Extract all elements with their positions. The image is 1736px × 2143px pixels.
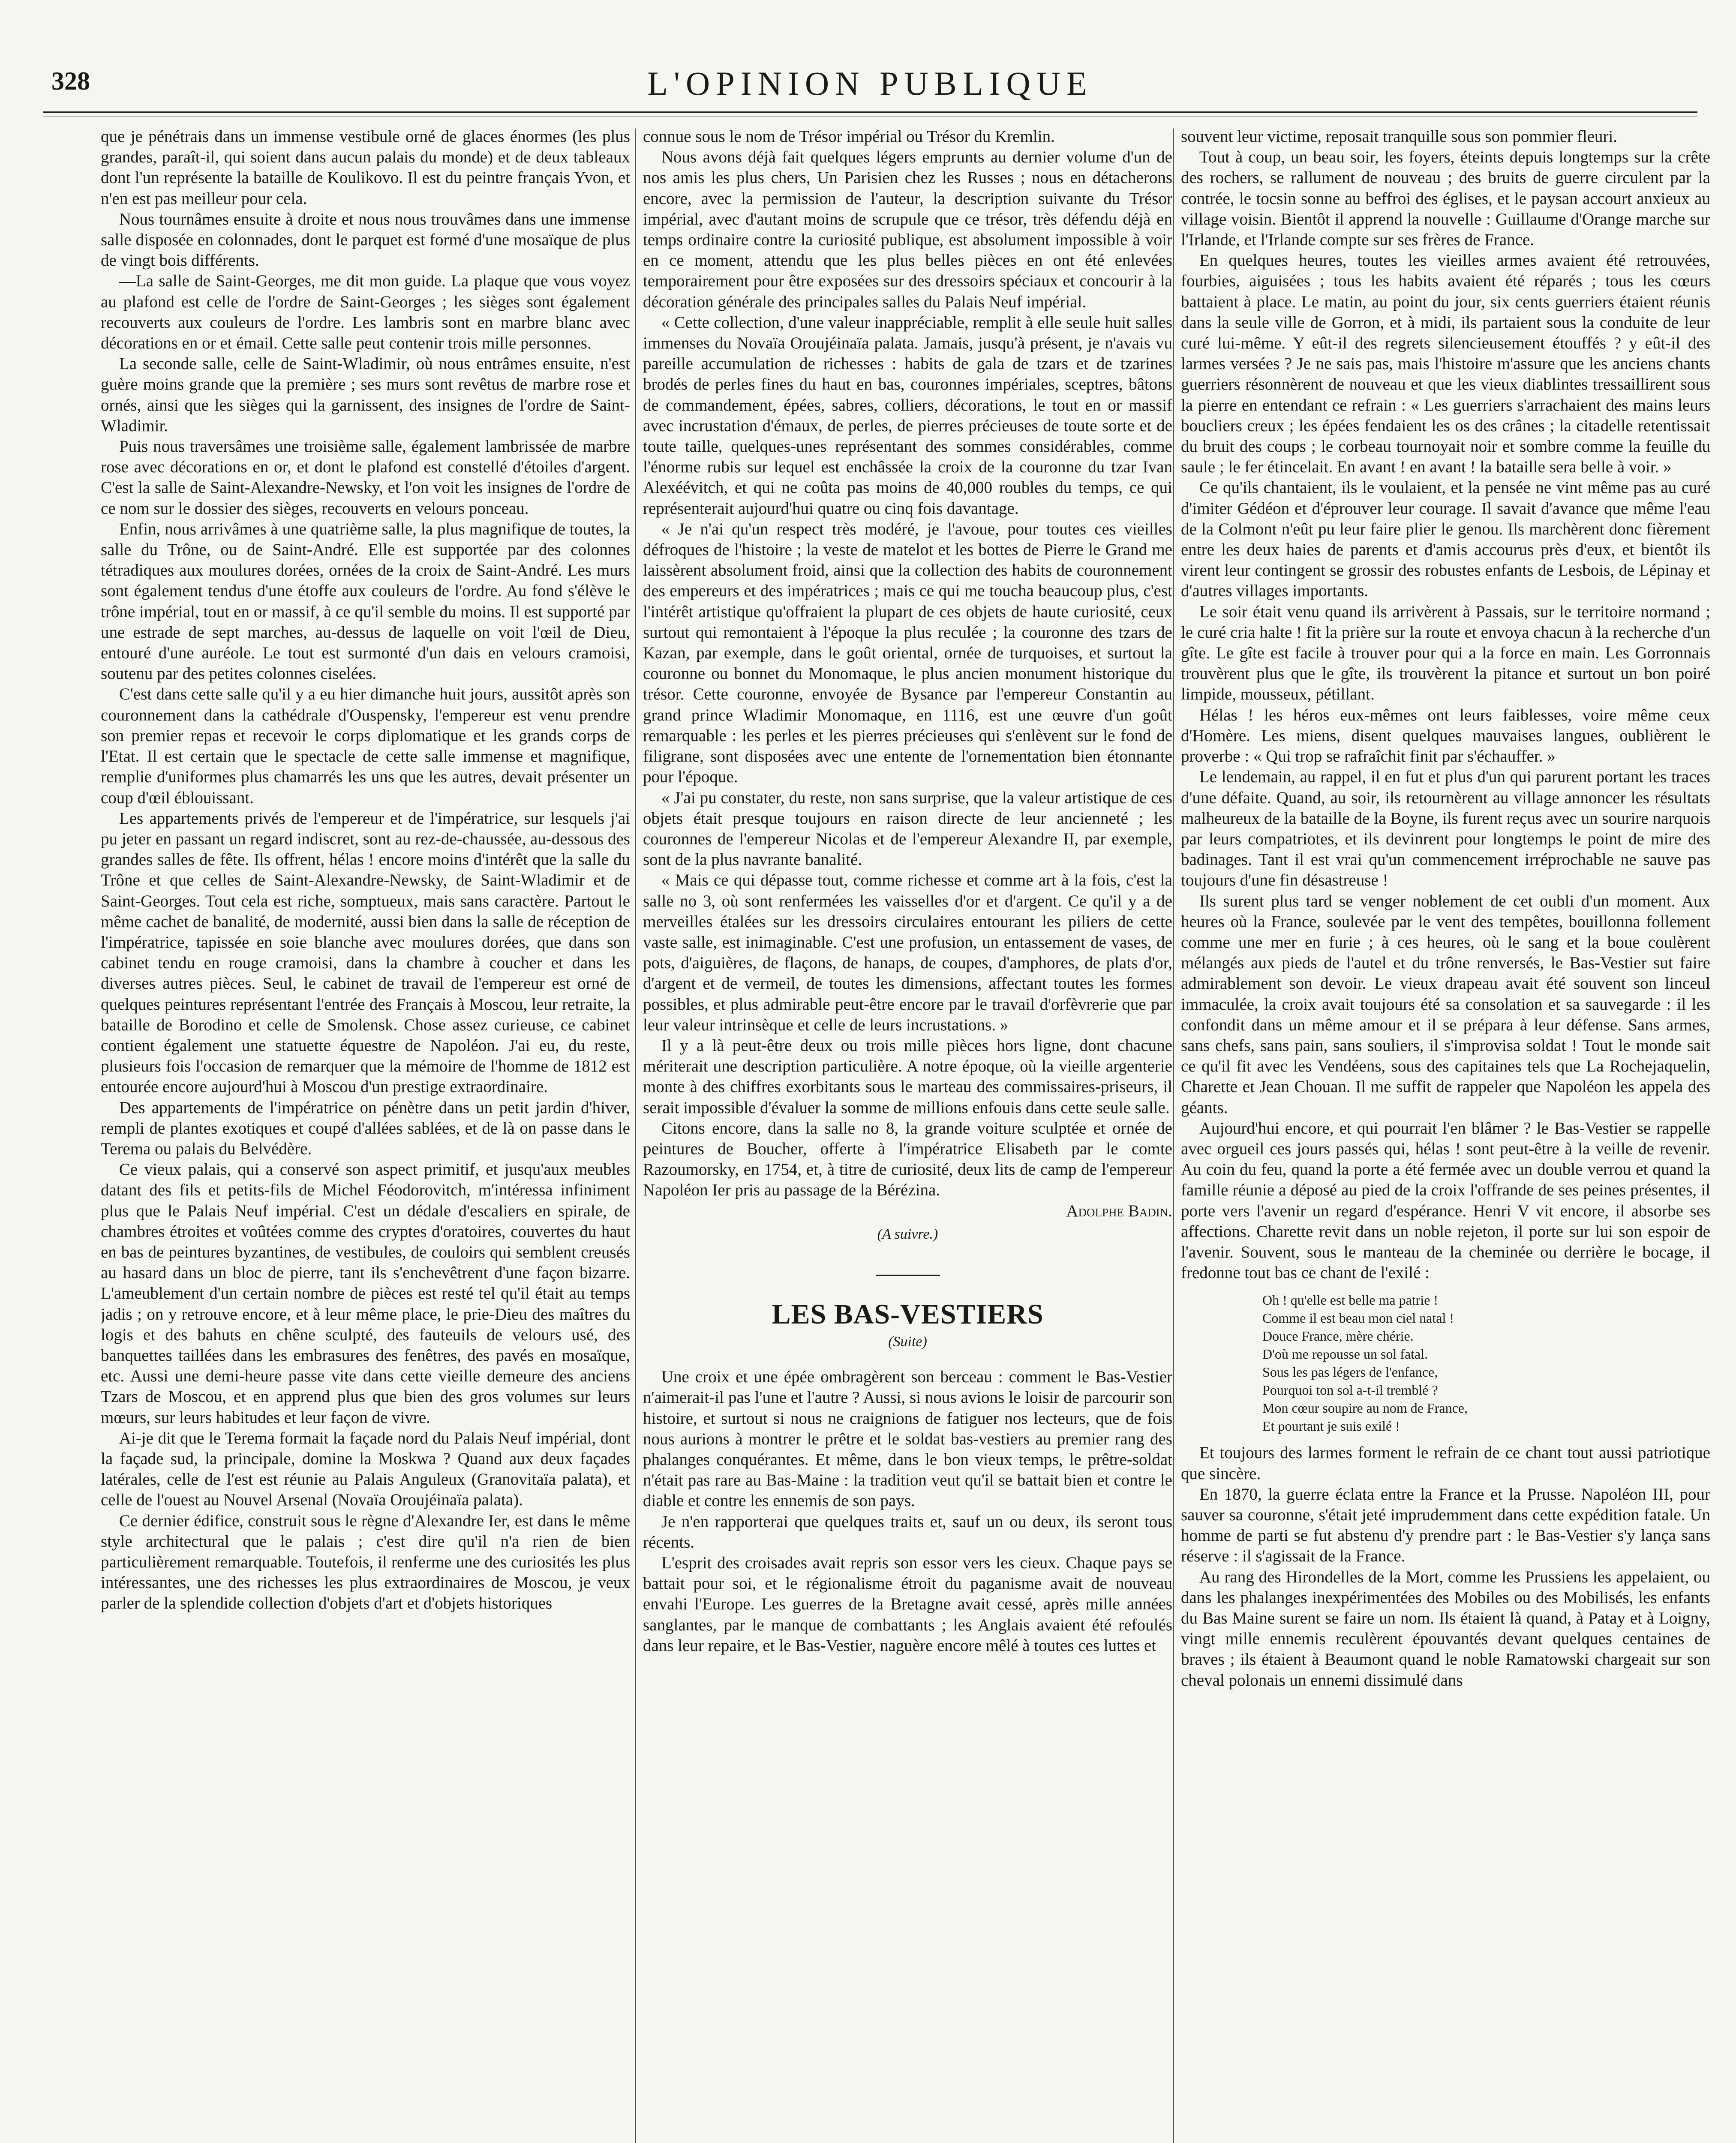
- verse-line: Sous les pas légers de l'enfance,: [1262, 1364, 1438, 1380]
- paragraph: Le lendemain, au rappel, il en fut et plus d'un qui parurent portant les traces d'une défaite. Quand, au soir, ils retournèrent au village annoncer les résultats malheureux de la bataille de la Boyne, ils furent reçus avec un sourire narquois par leurs compatriotes, et ils devinrent pour longtemps le point de mire des badinages. Tant il est vrai qu'un commencement irréprochable ne sauve pas toujours d'une fin désastreuse !: [1181, 768, 1710, 890]
- paragraph: Au rang des Hirondelles de la Mort, comme les Prussiens les appelaient, ou dans les phalanges inexpérimentées des Mobiles ou des Mobilisés, les enfants du Bas Maine surent se faire un nom. Ils étaient là quand, à Patay et à Loigny, vingt mille ennemis reculèrent épouvantés devant quelques centaines de braves ; ils étaient à Beaumont quand le noble Ramatowski chargeait sur son cheval polonais un ennemi dissimulé dans: [1181, 1567, 1710, 1690]
- paragraph: Ai-je dit que le Terema formait la façade nord du Palais Neuf impérial, dont la façade sud, la principale, domine la Moskwa ? Quand aux deux façades latérales, celle de l'est est réunie au Palais Anguleux (Granovitaïa palata), et celle de l'ouest au Nouvel Arsenal (Novaïa Oroujéinaïa palata).: [101, 1429, 630, 1510]
- paragraph: Je n'en rapporterai que quelques traits et, sauf un ou deux, ils seront tous récents.: [643, 1512, 1172, 1552]
- verse-line: Oh ! qu'elle est belle ma patrie !: [1262, 1292, 1439, 1308]
- paragraph: La seconde salle, celle de Saint-Wladimir, où nous entrâmes ensuite, n'est guère moins grande que la première ; ses murs sont revêtus de marbre rose et ornés, ainsi que les sièges qui la garnissent, des insignes de l'ordre de Saint-Wladimir.: [101, 354, 630, 435]
- paragraph: Nous tournâmes ensuite à droite et nous nous trouvâmes dans une immense salle disposée en colonnades, dont le parquet est formé d'une mosaïque de plus de vingt bois différents.: [101, 210, 630, 270]
- article-signature: Adolphe Badin.: [1066, 1201, 1172, 1220]
- paragraph: Enfin, nous arrivâmes à une quatrième salle, la plus magnifique de toutes, la salle du Trône, ou de Saint-André. Elle est supportée par des colonnes tétradiques aux moulures dorées, ornées de la croix de Saint-André. Les murs sont également tendus d'une étoffe aux couleurs de l'ordre. Au fond s'élève le trône impérial, tout en or massif, à ce qu'il semble du moins. Il est supporté par une estrade de sept marches, au-dessus de laquelle on voit l'œil de Dieu, entouré d'une auréole. Le tout est surmonté d'un dais en velours cramoisi, soutenu par des petites colonnes ciselées.: [101, 519, 630, 683]
- paragraph: connue sous le nom de Trésor impérial ou Trésor du Kremlin.: [643, 127, 1055, 146]
- page-header: [43, 64, 1697, 120]
- paragraph: Il y a là peut-être deux ou trois mille pièces hors ligne, dont chacune mériterait une description particulière. A notre époque, où la vieille argenterie monte à des chiffres exorbitants sous le marteau des commissaires-priseurs, il serait impossible d'évaluer la somme de millions enfouis dans cette seule salle.: [643, 1036, 1172, 1117]
- verse-line: Et pourtant je suis exilé !: [1262, 1418, 1400, 1434]
- paragraph: « J'ai pu constater, du reste, non sans surprise, que la valeur artistique de ces objets était presque toujours en raison directe de leur ancienneté ; les couronnes de l'empereur Nicolas et de l'empereur Alexandre II, par exemple, sont de la plus navrante banalité.: [643, 788, 1172, 869]
- paragraph: Aujourd'hui encore, et qui pourrait l'en blâmer ? le Bas-Vestier se rappelle avec orgueil ces jours passés qui, hélas ! sont peut-être à la veille de revenir. Au coin du feu, quand la porte a été fermée avec un double verrou et quand la famille réunie a déposé au pied de la croix l'offrande de ses peines présentes, il porte vers l'avenir un regard d'espérance. Henri V vit encore, il absorbe ses affections. Charette revit dans un noble rejeton, il porte sur lui son espoir de l'avenir. Souvent, sous le manteau de la cheminée ou derrière le bocage, il fredonne tout bas ce chant de l'exilé :: [1181, 1119, 1710, 1282]
- column-2: [643, 126, 1172, 2143]
- column-divider: [1173, 129, 1174, 2143]
- paragraph: En quelques heures, toutes les vieilles armes avaient été retrouvées, fourbies, aiguisées ; tous les habits avaient été réparés ; tous les cœurs battaient à place. Le matin, au point du jour, six cents guerriers étaient réunis dans la seule ville de Gorron, et à midi, ils partaient sous la conduite de leur curé lui-même. Y eût-il des regrets silencieusement étouffés ? y eût-il des larmes versées ? Je ne sais pas, mais l'histoire m'assure que les anciens chants guerriers résonnèrent de nouveau et que les vieux diablintes tressaillirent sous la pierre en entendant ce refrain : « Les guerriers s'arrachaient des mains leurs boucliers creux ; les épées fendaient les os des crânes ; la citadelle retentissait du bruit des coups ; le corbeau tournoyait noir et sombre comme la feuille du saule ; le fer étincelait. En avant ! en avant ! la bataille sera belle à voir. »: [1181, 251, 1710, 477]
- masthead-title: L'OPINION PUBLIQUE: [647, 65, 1093, 102]
- paragraph: Hélas ! les héros eux-mêmes ont leurs faiblesses, voire même ceux d'Homère. Les miens, disent quelques mauvaises langues, oublièrent le proverbe : « Qui trop se rafraîchit finit par s'échauffer. »: [1181, 705, 1710, 766]
- verse-line: D'où me repousse un sol fatal.: [1262, 1346, 1428, 1362]
- verse-line: Pourquoi ton sol a-t-il tremblé ?: [1262, 1382, 1438, 1398]
- column-3: [1181, 126, 1710, 2143]
- section-title: LES BAS-VESTIERS: [772, 1298, 1044, 1330]
- paragraph: Et toujours des larmes forment le refrain de ce chant tout aussi patriotique que sincère.: [1181, 1444, 1710, 1483]
- poem-verse: [1262, 1291, 1710, 1435]
- paragraph: C'est dans cette salle qu'il y a eu hier dimanche huit jours, aussitôt après son couronnement dans la cathédrale d'Ouspensky, l'empereur est venu prendre son premier repas et recevoir le corps diplomatique et les grands corps de l'Etat. Il est certain que le spectacle de cette salle immense et magnifique, remplie d'uniformes plus chamarrés les uns que les autres, devait présenter un coup d'œil éblouissant.: [101, 685, 630, 807]
- column-divider: [635, 129, 636, 2143]
- paragraph: « Cette collection, d'une valeur inappréciable, remplit à elle seule huit salles immenses du Novaïa Oroujéinaïa palata. Jamais, jusqu'à présent, je n'avais vu pareille accumulation de richesses : habits de gala de tzars et de tzarines brodés de perles fines du haut en bas, couronnes impériales, sceptres, bâtons de commandement, épées, sabres, colliers, décorations, le tout en or massif avec incrustation d'émaux, de perles, de pierres précieuses de toute sorte et de toute taille, quelques-unes représentant des sommes considérables, comme l'énorme rubis sur lequel est enchâssée la croix de la couronne du tzar Ivan Alexéévitch, et qui ne coûta pas moins de 40,000 roubles du temps, ce qui représenterait aujourd'hui quatre ou cinq fois davantage.: [643, 313, 1172, 518]
- column-1: [101, 126, 630, 2143]
- paragraph: Les appartements privés de l'empereur et de l'impératrice, sur lesquels j'ai pu jeter en passant un regard indiscret, sont au rez-de-chaussée, au-dessous des grandes salles de fête. Ils offrent, hélas ! encore moins d'intérêt que la salle du Trône et que celles de Saint-Alexandre-Newsky, de Saint-Wladimir et de Saint-Georges. Tout cela est riche, somptueux, mais sans caractère. Partout le même cachet de banalité, de modernité, aussi bien dans la salle de réception de l'impératrice, tapissée en soie blanche avec moulures dorées, que dans son cabinet tendu en rouge cramoisi, dans la chambre à coucher et dans les diverses autres pièces. Seul, le cabinet de travail de l'empereur est orné de quelques peintures représentant l'entrée des Français à Moscou, leur retraite, la bataille de Borodino et celle de Smolensk. Chose assez curieuse, ce cabinet contient également une statuette équestre de Napoléon. J'ai eu, du reste, plusieurs fois l'occasion de remarquer que la mémoire de l'homme de 1812 est entourée encore aujourd'hui à Moscou d'un prestige extraordinaire.: [101, 809, 630, 1096]
- paragraph: « Je n'ai qu'un respect très modéré, je l'avoue, pour toutes ces vieilles défroques de l'histoire ; la veste de matelot et les bottes de Pierre le Grand me laissèrent absolument froid, ainsi que la collection des habits de couronnement des empereurs et des impératrices ; mais ce qui me toucha beaucoup plus, c'est l'intérêt artistique qu'offraient la plupart de ces objets de haute curiosité, ceux surtout qui remontaient à l'époque la plus reculée ; la couronne des tzars de Kazan, par exemple, dans le goût oriental, ornée de turquoises, et surtout la couronne ou bonnet du Monomaque, le plus ancien monument historique du trésor. Cette couronne, envoyée de Bysance par l'empereur Constantin au grand prince Wladimir Monomaque, en 1116, est une œuvre d'un goût remarquable : les perles et les pierres précieuses qui s'enlèvent sur le fond de filigrane, sont disposées avec une entente de l'ornementation bien étonnante pour l'époque.: [643, 519, 1172, 786]
- section-separator: [876, 1275, 940, 1276]
- header-rule: [43, 111, 1697, 113]
- paragraph: Nous avons déjà fait quelques légers emprunts au dernier volume d'un de nos amis les plus chers, Un Parisien chez les Russes ; nous en détacherons encore, avec la permission de l'auteur, la description suivante du Trésor impérial, avec d'autant moins de scrupule que ce trésor, très défendu déjà en temps ordinaire contre la curiosité publique, est absolument impossible à voir en ce moment, attendu que les plus belles pièces en ont été enlevées temporairement pour être exposées sur des dressoirs spéciaux et concourir à la décoration générale des principales salles du Palais Neuf impérial.: [643, 148, 1172, 311]
- verse-line: Douce France, mère chérie.: [1262, 1328, 1414, 1344]
- paragraph: Tout à coup, un beau soir, les foyers, éteints depuis longtemps sur la crête des rochers, se rallument de nouveau ; des bruits de guerre circulent par la contrée, le tocsin sonne au beffroi des églises, et le paysan accourt anxieux au village voisin. Bientôt il apprend la nouvelle : Guillaume d'Orange marche sur l'Irlande, et l'Irlande compte sur ses frères de France.: [1181, 148, 1710, 249]
- paragraph: Puis nous traversâmes une troisième salle, également lambrissée de marbre rose avec décorations en or, et dont le plafond est constellé d'étoiles d'argent. C'est la salle de Saint-Alexandre-Newsky, et l'on voit les insignes de l'ordre de ce nom sur le dossier des sièges, recouverts en velours ponceau.: [101, 437, 630, 518]
- paragraph: Citons encore, dans la salle no 8, la grande voiture sculptée et ornée de peintures de Boucher, offerte à l'impératrice Elisabeth par le comte Razoumorsky, en 1754, et, à titre de curiosité, deux lits de camp de l'empereur Napoléon Ier pris au passage de la Bérézina.: [643, 1119, 1172, 1200]
- paragraph: que je pénétrais dans un immense vestibule orné de glaces énormes (les plus grandes, paraît-il, qui soient dans aucun palais du monde) et de deux tableaux dont l'un représente la bataille de Koulikovo. Il est du peintre français Yvon, et n'en est pas meilleur pour cela.: [101, 127, 630, 208]
- paragraph: Ce qu'ils chantaient, ils le voulaient, et la pensée ne vint même pas au curé d'imiter Gédéon et d'éprouver leur courage. Il savait d'avance que même l'eau de la Colmont n'eût pu leur faire plier le genou. Ils marchèrent donc fièrement entre les deux haies de parents et d'amis accourus près d'eux, et bientôt ils virent leur contingent se grossir des robustes enfants de Lesbois, de Lépinay et d'autres villages importants.: [1181, 478, 1710, 600]
- paragraph: —La salle de Saint-Georges, me dit mon guide. La plaque que vous voyez au plafond est celle de l'ordre de Saint-Georges ; les sièges sont également recouverts aux couleurs de l'ordre. Les lambris sont en marbre blanc avec décorations en or et émail. Cette salle peut contenir trois mille personnes.: [101, 272, 630, 353]
- paragraph: Ce vieux palais, qui a conservé son aspect primitif, et jusqu'aux meubles datant des fils et petits-fils de Michel Féodorovitch, m'intéressa infiniment plus que le Palais Neuf impérial. C'est un dédale d'escaliers en spirale, de chambres étroites et voûtées comme des cryptes d'oratoires, couvertes du haut en bas de peintures byzantines, de vestibules, de couloirs qui semblent creusés au hasard dans un bloc de pierre, tant ils s'enchevêtrent d'une façon bizarre. L'ameublement d'un certain nombre de pièces est resté tel qu'il était au temps jadis ; on y retrouve encore, et à leur même place, le prie-Dieu des maîtres du logis et des bahuts en chêne sculpté, des fauteuils de velours usé, des banquettes taillées dans les embrasures des fenêtres, des pavés en mosaïque, etc. Aussi une demi-heure passe vite dans cette vieille demeure des anciens Tzars de Moscou, et en apprend plus que bien des gros volumes sur leurs mœurs, sur leurs habitudes et leur façon de vivre.: [101, 1160, 630, 1427]
- paragraph: Le soir était venu quand ils arrivèrent à Passais, sur le territoire normand ; le curé cria halte ! fit la prière sur la route et envoya chacun à la recherche d'un gîte. Le gîte est facile à trouver pour qui a la force en main. Les Gorronnais trouvèrent plus que le gîte, ils trouvèrent la pitance et surtout un bon poiré limpide, mousseux, pétillant.: [1181, 602, 1710, 704]
- page-number: 328: [51, 67, 90, 95]
- paragraph: L'esprit des croisades avait repris son essor vers les cieux. Chaque pays se battait pour soi, et le régionalisme étroit du paganisme avait de nouveau envahi l'Europe. Les guerres de la Bretagne avait cessé, après mille années sanglantes, par le manque de combattants ; les Anglais avaient été refoulés dans leur repaire, et le Bas-Vestier, naguère encore mêlé à toutes ces luttes et: [643, 1554, 1172, 1655]
- paragraph: Une croix et une épée ombragèrent son berceau : comment le Bas-Vestier n'aimerait-il pas l'une et l'autre ? Aussi, si nous avions le loisir de parcourir son histoire, et surtout si nous ne craignions de fatiguer nos lecteurs, que de fois nous aurions à montrer le prêtre et le soldat bas-vestiers au premier rang des phalanges conquérantes. Et même, dans le bon vieux temps, le prêtre-soldat n'était pas rare au Bas-Maine : la tradition veut qu'il se battait bien et contre le diable et contre les ennemis de son pays.: [643, 1368, 1172, 1510]
- section-subtitle: (Suite): [888, 1333, 927, 1350]
- paragraph: Ce dernier édifice, construit sous le règne d'Alexandre Ier, est dans le même style architectural que le palais ; c'est dire qu'il n'a rien de bien particulièrement remarquable. Toutefois, il renferme une des curiosités les plus intéressantes, une des richesses les plus extraordinaires de Moscou, je veux parler de la splendide collection d'objets d'art et d'objets historiques: [101, 1511, 630, 1613]
- paragraph: « Mais ce qui dépasse tout, comme richesse et comme art à la fois, c'est la salle no 3, où sont renfermées les vaisselles d'or et d'argent. Ce qu'il y a de merveilles étalées sur les dressoirs circulaires entourant les piliers de cette vaste salle, est inimaginable. C'est une profusion, un entassement de vases, de pots, d'aiguières, de flaçons, de hanaps, de coupes, d'amphores, de plats d'or, d'argent et de vermeil, de toutes les dimensions, affectant toutes les formes possibles, et plus admirable peut-être encore par le travail d'orfèvrerie que par leur valeur intrinsèque et celle de leurs incrustations. »: [643, 871, 1172, 1034]
- paragraph: souvent leur victime, reposait tranquille sous son pommier fleuri.: [1181, 127, 1618, 146]
- paragraph: Des appartements de l'impératrice on pénètre dans un petit jardin d'hiver, rempli de plantes exotiques et coupé d'allées sablées, et de là on passe dans le Terema ou palais du Belvédère.: [101, 1098, 630, 1158]
- to-be-continued: (A suivre.): [877, 1226, 938, 1242]
- paragraph: En 1870, la guerre éclata entre la France et la Prusse. Napoléon III, pour sauver sa couronne, s'était jeté imprudemment dans cette expédition fatale. Un homme de parti se fut abstenu d'y prendre part : le Bas-Vestier s'y lança sans réserve : il s'agissait de la France.: [1181, 1485, 1710, 1566]
- verse-line: Comme il est beau mon ciel natal !: [1262, 1310, 1454, 1326]
- verse-line: Mon cœur soupire au nom de France,: [1262, 1400, 1468, 1416]
- paragraph: Ils surent plus tard se venger noblement de cet oubli d'un moment. Aux heures où la France, soulevée par le vent des tempêtes, bouillonna follement comme une mer en furie ; à ces heures, où le sang et la boue coulèrent mélangés aux pieds de l'autel et du trône renversés, le Bas-Vestier sut faire admirablement son devoir. Le vieux drapeau avait été souvent son linceul immaculée, la croix avait toujours été sa consolation et sa sauvegarde : il les confondit dans un même amour et il se prépara à leur défense. Sans armes, sans chefs, sans pain, sans souliers, il s'improvisa soldat ! Tout le monde sait ce qu'il fit avec les Vendéens, sous des capitaines tels que La Rochejaquelin, Charette et Jean Chouan. Il me suffit de rappeler que Napoléon les appela des géants.: [1181, 891, 1710, 1117]
